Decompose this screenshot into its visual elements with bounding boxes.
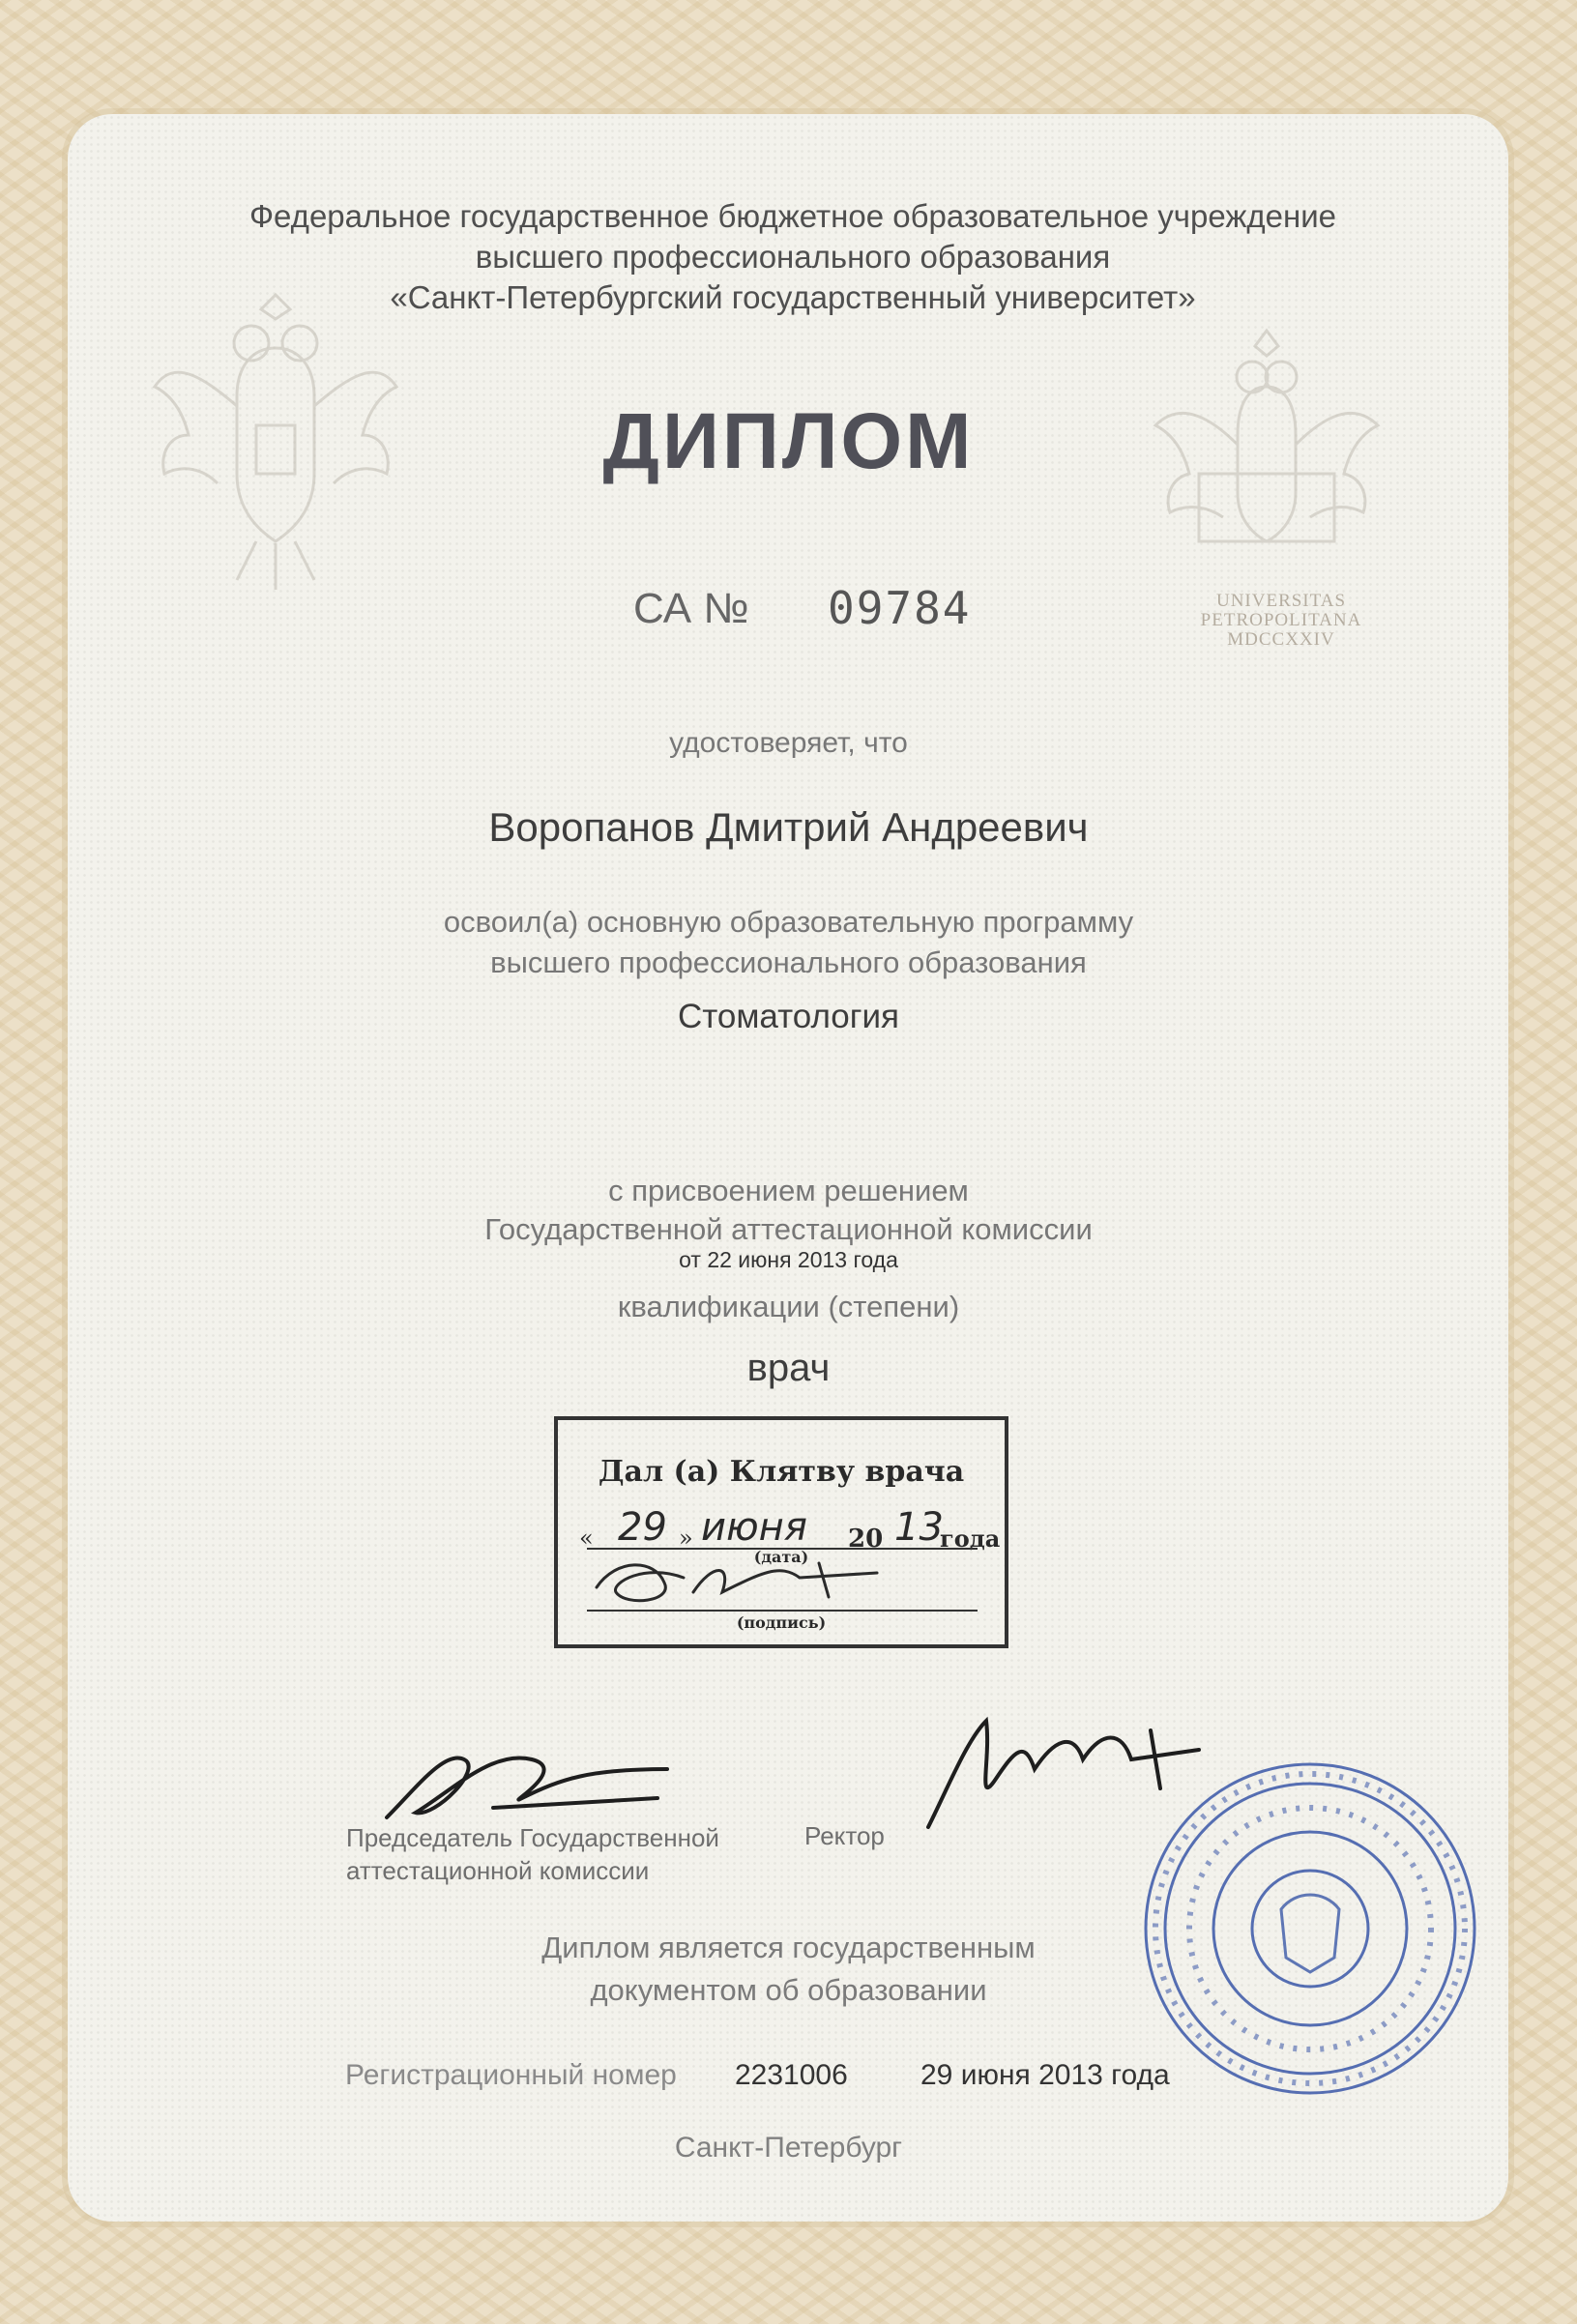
assign-line-2: Государственной аттестационной комиссии <box>484 1212 1093 1246</box>
oath-handwritten-signature <box>587 1544 935 1612</box>
oath-quote-open: « <box>579 1525 594 1552</box>
oath-stamp <box>554 1416 1008 1648</box>
certifies-text: удостоверяет, что <box>669 727 908 759</box>
qualification-label: квалификации (степени) <box>617 1290 960 1323</box>
univ-motto-line-3: MDCCXXIV <box>1227 629 1335 650</box>
oath-date-caption: (дата) <box>753 1548 809 1566</box>
institution-header <box>116 196 1470 318</box>
program-text <box>0 902 1577 983</box>
univ-motto-line-2: PETROPOLITANA <box>1200 610 1362 630</box>
assign-line-1: с присвоением решением <box>608 1174 969 1207</box>
oath-month: июня <box>701 1505 807 1550</box>
issue-city: Санкт-Петербург <box>674 2132 903 2164</box>
program-line-2: высшего профессионального образования <box>490 945 1087 979</box>
univ-motto-line-1: UNIVERSITAS <box>1215 591 1347 611</box>
diploma-number: 09784 <box>828 582 972 634</box>
qualification-value: врач <box>746 1347 831 1389</box>
registration-number: 2231006 <box>735 2059 848 2091</box>
state-document-notice <box>0 1927 1577 2012</box>
rector-label: Ректор <box>804 1821 885 1850</box>
state-document-line-1: Диплом является государственным <box>541 1931 1036 1964</box>
oath-year-suffix: 13 <box>894 1505 944 1550</box>
program-line-1: освоил(а) основную образовательную программу <box>443 905 1134 939</box>
chairman-label <box>346 1821 719 1887</box>
chairman-label-line-1: Председатель Государственной <box>346 1823 719 1852</box>
state-document-line-2: документом об образовании <box>590 1973 987 2007</box>
registration-date: 29 июня 2013 года <box>920 2059 1170 2091</box>
assignment-text <box>0 1172 1577 1249</box>
commission-date: от 22 июня 2013 года <box>679 1247 898 1272</box>
header-line-2: высшего профессионального образования <box>475 239 1111 275</box>
oath-quote-close: » <box>679 1525 693 1552</box>
diploma-series: СА № <box>633 585 749 632</box>
oath-year-prefix: 20 <box>848 1525 884 1554</box>
chairman-label-line-2: аттестационной комиссии <box>346 1856 650 1885</box>
graduate-name: Воропанов Дмитрий Андреевич <box>488 804 1089 850</box>
diploma-title: ДИПЛОМ <box>602 397 975 485</box>
specialty: Стоматология <box>677 998 900 1035</box>
header-line-3: «Санкт-Петербургский государственный университет» <box>390 279 1196 315</box>
oath-year-word: года <box>940 1525 1001 1553</box>
oath-stamp-title: Дал (а) Клятву врача <box>598 1455 965 1489</box>
header-line-1: Федеральное государственное бюджетное образовательное учреждение <box>248 198 1337 234</box>
oath-day: 29 <box>618 1505 667 1550</box>
registration-label: Регистрационный номер <box>345 2059 677 2091</box>
oath-signature-line <box>587 1610 978 1612</box>
university-motto <box>1151 592 1412 650</box>
oath-signature-caption: (подпись) <box>736 1613 827 1632</box>
